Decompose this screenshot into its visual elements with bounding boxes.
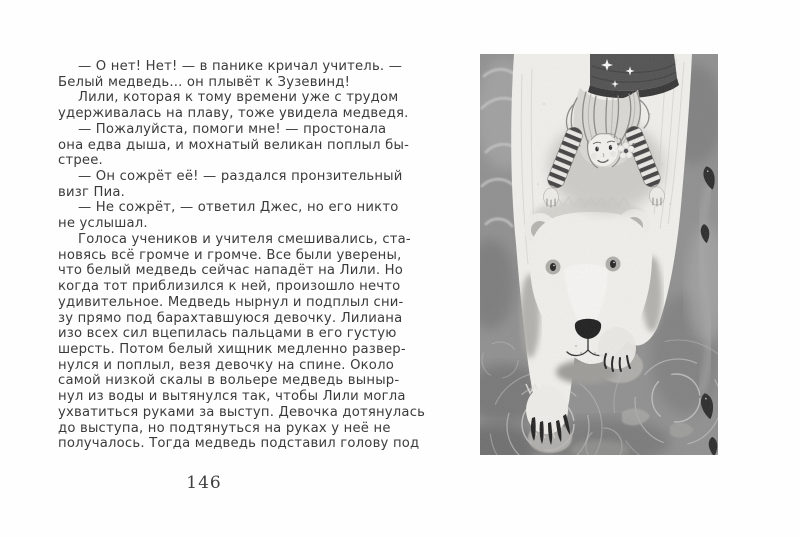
text-line: — Пожалуйста, помоги мне! — простонала (78, 121, 387, 137)
text-line: нулся и поплыл, везя девочку на спине. Около (58, 357, 394, 373)
text-line: удерживалась на плаву, тоже увидела медведя. (58, 106, 409, 122)
text-line: — О нет! Нет! — в панике кричал учитель. — (78, 59, 403, 74)
text-line: не услышал. (58, 216, 148, 232)
text-line: удивительное. Медведь нырнул и подплыл сни- (58, 294, 404, 310)
text-line: стрее. (58, 153, 103, 169)
text-line: Лили, которая к тому времени уже с трудом (78, 90, 399, 106)
text-line: — Он сожрёт её! — раздался пронзительный (78, 169, 403, 185)
text-line: изо всех сил вцепилась пальцами в его густую (58, 326, 397, 342)
text-line: нул из воды и вытянулся так, чтобы Лили могла (58, 389, 406, 405)
text-line: зу прямо под барахтавшуюся девочку. Лилиана (58, 310, 403, 326)
text-line: самой низкой скалы в вольере медведь выныр- (58, 373, 400, 389)
left-page-text (58, 59, 426, 452)
text-line: она едва дыша, и мохнатый великан поплыл бы- (58, 137, 410, 153)
illustration (480, 54, 718, 455)
text-line: Голоса учеников и учителя смешивались, ста- (78, 231, 411, 247)
text-line: Белый медведь... он плывёт к Зузевинд! (58, 74, 351, 90)
text-line: до выступа, но подтянуться на руках у неё не (58, 420, 391, 436)
text-line: визг Пиа. (58, 184, 126, 200)
grain-overlay (480, 54, 718, 455)
text-line: получалось. Тогда медведь подставил голову под (58, 436, 420, 452)
text-line: когда тот приблизился к ней, произошло нечто (58, 279, 401, 295)
bear-illustration (480, 54, 718, 455)
text-line: что белый медведь сейчас нападёт на Лили. Но (58, 263, 404, 279)
text-line: шерсть. Потом белый хищник медленно развер- (58, 341, 406, 357)
text-line: — Не сожрёт, — ответил Джес, но его никто (78, 200, 399, 216)
page-number: 146 (186, 473, 222, 493)
text-line: новясь всё громче и громче. Все были уверены, (58, 247, 402, 263)
text-line: ухватиться руками за выступ. Девочка дотянулась (58, 404, 426, 420)
